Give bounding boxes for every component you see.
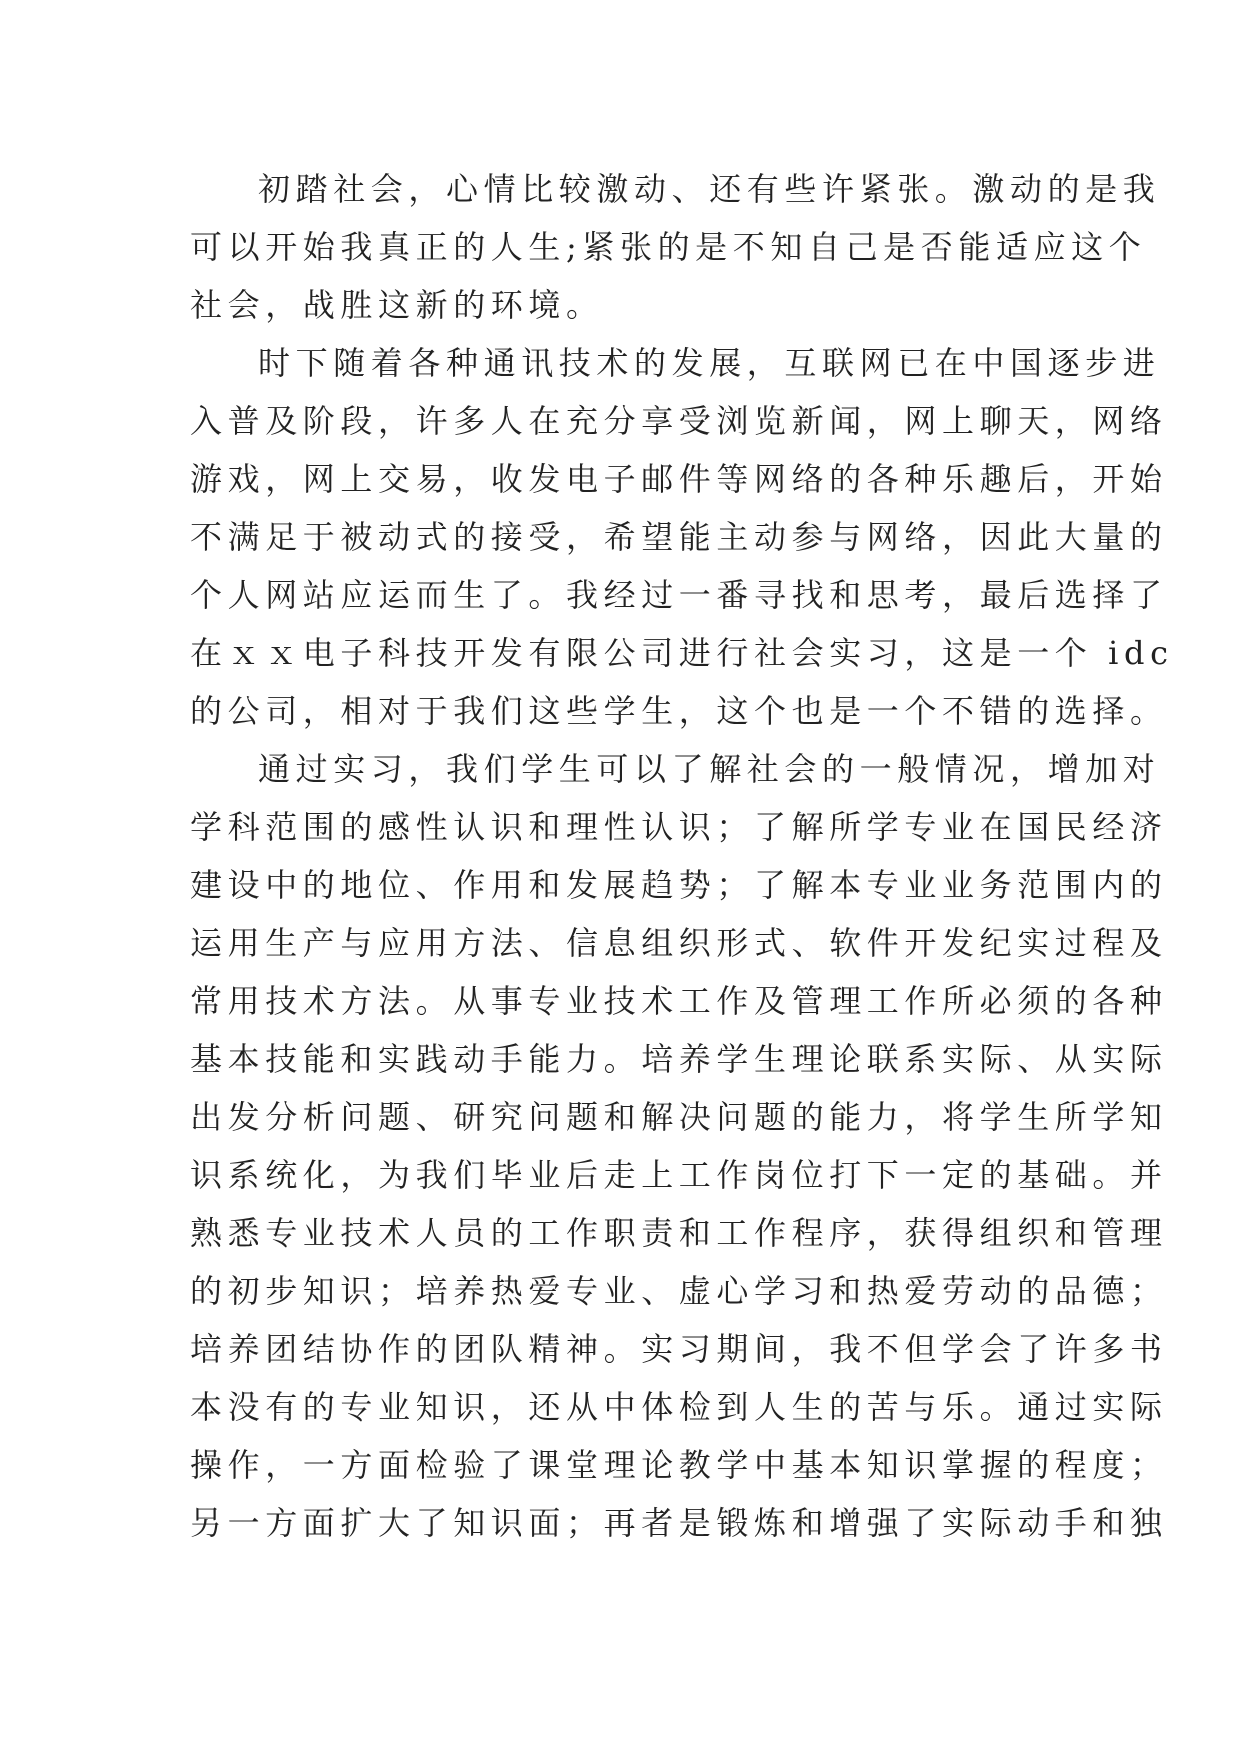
paragraph-1-line-2: 可以开始我真正的人生;紧张的是不知自己是否能适应这个 [190,228,1147,266]
paragraph-3-line-9: 熟悉专业技术人员的工作职责和工作程序，获得组织和管理 [190,1214,1168,1252]
paragraph-3-line-1: 通过实习，我们学生可以了解社会的一般情况，增加对 [258,750,1161,788]
paragraph-2-line-7: 的公司，相对于我们这些学生，这个也是一个不错的选择。 [190,692,1168,730]
paragraph-3-line-10: 的初步知识；培养热爱专业、虚心学习和热爱劳动的品德； [190,1272,1168,1310]
paragraph-3-line-3: 建设中的地位、作用和发展趋势；了解本专业业务范围内的 [190,866,1168,904]
paragraph-3-line-11: 培养团结协作的团队精神。实习期间，我不但学会了许多书 [190,1330,1168,1368]
paragraph-3-line-4: 运用生产与应用方法、信息组织形式、软件开发纪实过程及 [190,924,1168,962]
paragraph-2-line-2: 入普及阶段，许多人在充分享受浏览新闻，网上聊天，网络 [190,402,1168,440]
paragraph-3-line-2: 学科范围的感性认识和理性认识；了解所学专业在国民经济 [190,808,1168,846]
paragraph-2-line-3: 游戏，网上交易，收发电子邮件等网络的各种乐趣后，开始 [190,460,1168,498]
body-text [190,160,1174,1552]
paragraph-2-line-6: 在ｘｘ电子科技开发有限公司进行社会实习，这是一个 idc [190,634,1174,672]
paragraph-3-line-8: 识系统化，为我们毕业后走上工作岗位打下一定的基础。并 [190,1156,1168,1194]
paragraph-3-line-12: 本没有的专业知识，还从中体检到人生的苦与乐。通过实际 [190,1388,1168,1426]
paragraph-3-line-6: 基本技能和实践动手能力。培养学生理论联系实际、从实际 [190,1040,1168,1078]
paragraph-3-line-7: 出发分析问题、研究问题和解决问题的能力，将学生所学知 [190,1098,1168,1136]
paragraph-3-line-5: 常用技术方法。从事专业技术工作及管理工作所必须的各种 [190,982,1168,1020]
paragraph-2-line-1: 时下随着各种通讯技术的发展，互联网已在中国逐步进 [258,344,1161,382]
paragraph-1-line-3: 社会，战胜这新的环境。 [190,286,604,324]
paragraph-3-line-13: 操作，一方面检验了课堂理论教学中基本知识掌握的程度； [190,1446,1168,1484]
paragraph-2-line-4: 不满足于被动式的接受，希望能主动参与网络，因此大量的 [190,518,1168,556]
paragraph-2-line-5: 个人网站应运而生了。我经过一番寻找和思考，最后选择了 [190,576,1168,614]
paragraph-1-line-1: 初踏社会，心情比较激动、还有些许紧张。激动的是我 [258,170,1161,208]
paragraph-3-line-14: 另一方面扩大了知识面；再者是锻炼和增强了实际动手和独 [190,1504,1168,1542]
